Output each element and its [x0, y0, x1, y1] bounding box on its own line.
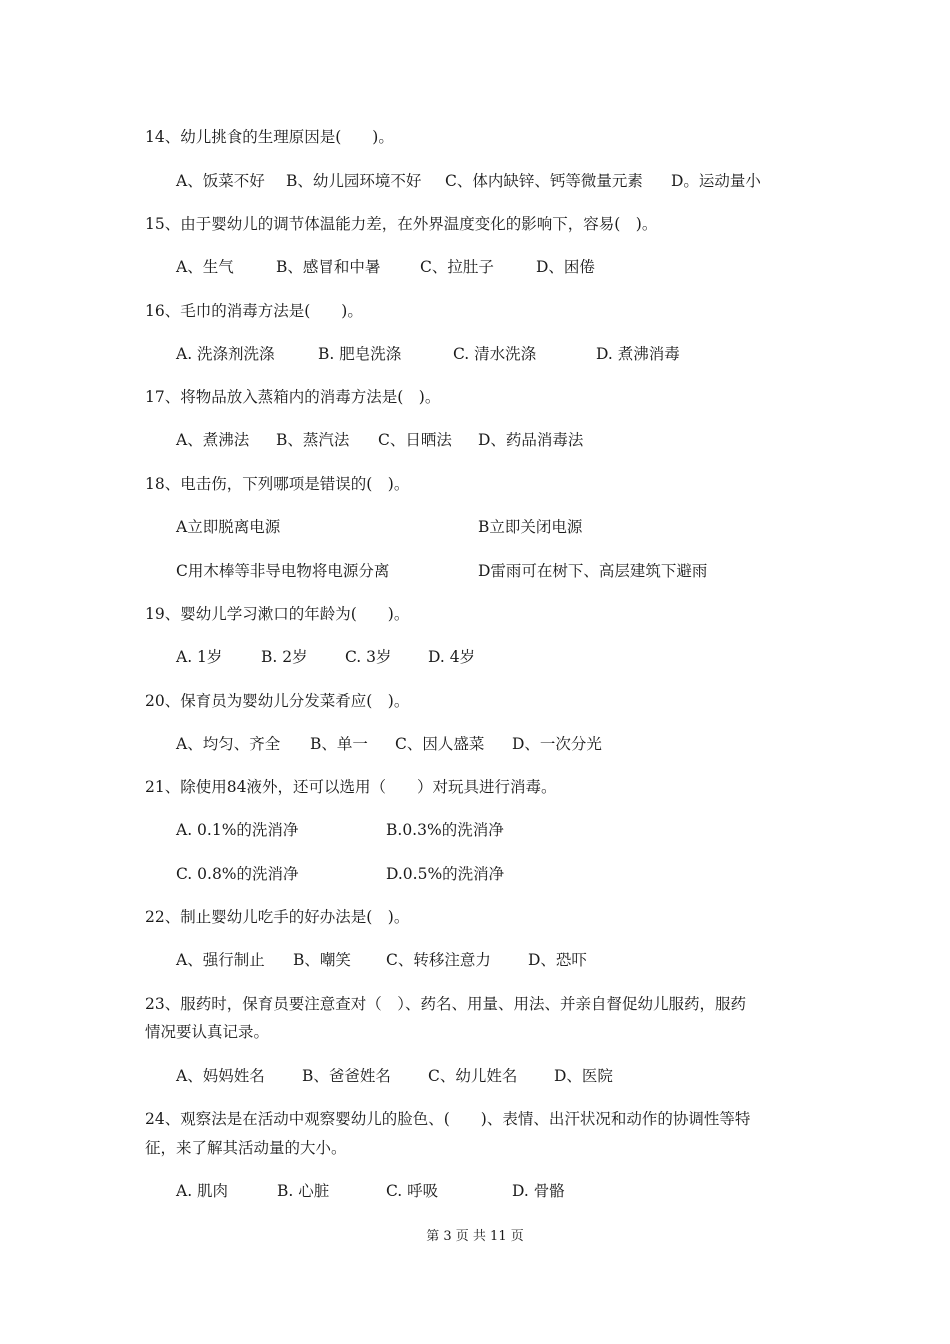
question-17-option-a: A、煮沸法: [176, 431, 250, 449]
question-16-option-a: A. 洗涤剂洗涤: [176, 345, 275, 363]
question-20-option-d: D、一次分光: [512, 735, 602, 753]
question-23: 23、服药时，保育员要注意查对（ ）、药名、用量、用法、并亲自督促幼儿服药，服药: [145, 995, 746, 1013]
page-number: 第 3 页 共 11 页: [426, 1229, 524, 1244]
question-20-option-b: B、单一: [310, 735, 368, 753]
question-19: 19、婴幼儿学习漱口的年龄为( )。: [145, 605, 410, 623]
question-20-option-a: A、均匀、齐全: [176, 735, 281, 753]
question-17-option-d: D、药品消毒法: [478, 431, 584, 449]
question-21-option-a: A. 0.1%的洗消净: [176, 821, 299, 839]
question-21-option-c: C. 0.8%的洗消净: [176, 865, 299, 883]
question-21: 21、除使用84液外，还可以选用（ ）对玩具进行消毒。: [145, 778, 557, 796]
question-24-option-a: A. 肌肉: [176, 1182, 229, 1200]
question-19-option-b: B. 2岁: [261, 648, 308, 666]
question-23-option-b: B、爸爸姓名: [302, 1067, 391, 1085]
question-24-option-c: C. 呼吸: [386, 1182, 439, 1200]
question-15-option-a: A、生气: [176, 258, 234, 276]
question-15-option-b: B、感冒和中暑: [276, 258, 381, 276]
question-15-option-d: D、困倦: [536, 258, 595, 276]
question-19-option-d: D. 4岁: [428, 648, 476, 666]
question-17-option-b: B、蒸汽法: [276, 431, 350, 449]
question-22-option-c: C、转移注意力: [386, 951, 491, 969]
question-14-option-d: D。运动量小: [671, 172, 761, 190]
question-16: 16、毛巾的消毒方法是( )。: [145, 302, 363, 320]
question-20-option-c: C、因人盛菜: [395, 735, 485, 753]
question-16-option-d: D. 煮沸消毒: [596, 345, 680, 363]
question-18-option-a: A立即脱离电源: [176, 518, 281, 536]
question-22-option-b: B、嘲笑: [293, 951, 351, 969]
question-14: 14、幼儿挑食的生理原因是( )。: [145, 128, 394, 146]
question-16-option-c: C. 清水洗涤: [453, 345, 537, 363]
question-18: 18、电击伤，下列哪项是错误的( )。: [145, 475, 410, 493]
question-18-option-c: C用木棒等非导电物将电源分离: [176, 562, 390, 580]
question-15-option-c: C、拉肚子: [420, 258, 494, 276]
question-19-option-a: A. 1岁: [176, 648, 223, 666]
question-24: 24、观察法是在活动中观察婴幼儿的脸色、( )、表情、出汗状况和动作的协调性等特: [145, 1110, 751, 1128]
question-23-continued: 情况要认真记录。: [145, 1023, 270, 1041]
question-18-option-d: D雷雨可在树下、高层建筑下避雨: [478, 562, 708, 580]
question-23-option-a: A、妈妈姓名: [176, 1067, 265, 1085]
question-24-continued: 征，来了解其活动量的大小。: [145, 1139, 347, 1157]
question-22: 22、制止婴幼儿吃手的好办法是( )。: [145, 908, 410, 926]
question-22-option-a: A、强行制止: [176, 951, 265, 969]
question-24-option-d: D. 骨骼: [512, 1182, 565, 1200]
question-17: 17、将物品放入蒸箱内的消毒方法是( )。: [145, 388, 441, 406]
question-21-option-d: D.0.5%的洗消净: [386, 865, 505, 883]
question-23-option-c: C、幼儿姓名: [428, 1067, 518, 1085]
question-14-option-c: C、体内缺锌、钙等微量元素: [445, 172, 643, 190]
question-19-option-c: C. 3岁: [345, 648, 392, 666]
question-22-option-d: D、恐吓: [528, 951, 587, 969]
question-16-option-b: B. 肥皂洗涤: [318, 345, 402, 363]
question-23-option-d: D、医院: [554, 1067, 613, 1085]
question-24-option-b: B. 心脏: [277, 1182, 330, 1200]
question-21-option-b: B.0.3%的洗消净: [386, 821, 504, 839]
question-14-option-b: B、幼儿园环境不好: [286, 172, 422, 190]
question-15: 15、由于婴幼儿的调节体温能力差，在外界温度变化的影响下，容易( )。: [145, 215, 658, 233]
question-14-option-a: A、饭菜不好: [176, 172, 265, 190]
question-17-option-c: C、日晒法: [378, 431, 452, 449]
question-20: 20、保育员为婴幼儿分发菜肴应( )。: [145, 692, 410, 710]
question-18-option-b: B立即关闭电源: [478, 518, 583, 536]
